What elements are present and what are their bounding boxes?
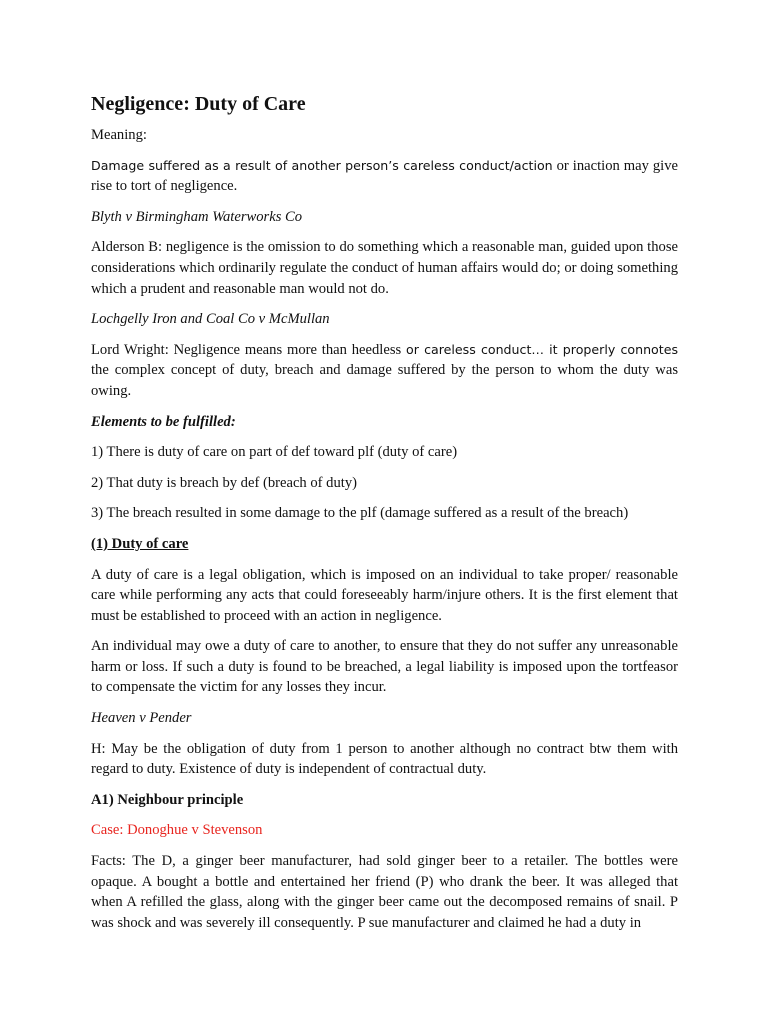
- element-item: 2) That duty is breach by def (breach of duty): [91, 474, 357, 491]
- meaning-label: Meaning:: [91, 127, 147, 143]
- case-text-lochgelly: [91, 340, 678, 402]
- lochgelly-text-b: or careless conduct… it properly connotes: [406, 341, 679, 357]
- facts-paragraph: Facts: The D, a ginger beer manufacturer, had sold ginger beer to a retailer. The bottles were opaque. A bought a bottle and entertained her friend (P) who drank the beer. It was alleged that when A refilled the glass, along with the ginger beer came out the decomposed remains of snail. P was shock and was severely ill consequently. P sue manufacturer and claimed he had a duty in: [91, 853, 678, 931]
- case-text-blyth: Alderson B: negligence is the omission to do something which a reasonable man, guided upon those considerations which ordinarily regulate the conduct of human affairs would do; or doing something which a prudent and reasonable man would not do.: [91, 239, 678, 297]
- document-page: [91, 91, 678, 943]
- subsection-heading-neighbour: A1) Neighbour principle: [91, 791, 244, 808]
- duty-of-care-paragraph-1: A duty of care is a legal obligation, which is imposed on an individual to take proper/ reasonable care while performing any acts that could foreseeably harm/injure others. It is the first element that must be established to proceed with an action in negligence.: [91, 566, 678, 624]
- elements-list: [91, 442, 678, 524]
- meaning-text-sans: Damage suffered as a result of another person’s careless conduct/action: [91, 157, 553, 173]
- case-label-donoghue: Case: Donoghue v Stevenson: [91, 822, 263, 839]
- case-name-blyth: Blyth v Birmingham Waterworks Co: [91, 208, 303, 225]
- section-heading-duty-of-care: (1) Duty of care: [91, 535, 189, 552]
- element-item: 3) The breach resulted in some damage to the plf (damage suffered as a result of the breach): [91, 505, 629, 522]
- element-item: 1) There is duty of care on part of def toward plf (duty of care): [91, 444, 458, 461]
- case-name-lochgelly: Lochgelly Iron and Coal Co v McMullan: [91, 311, 330, 328]
- elements-heading: Elements to be fulfilled:: [91, 413, 236, 430]
- lochgelly-text-a: Lord Wright: Negligence means more than heedless: [91, 341, 407, 358]
- meaning-paragraph: [91, 156, 678, 197]
- lochgelly-text-c: the complex concept of duty, breach and damage suffered by the person to whom the duty was owing.: [91, 362, 678, 399]
- meaning-text-serif: or inaction may give rise to tort of negligence.: [91, 157, 678, 195]
- case-name-heaven: Heaven v Pender: [91, 710, 192, 727]
- case-text-heaven: H: May be the obligation of duty from 1 person to another although no contract btw them with regard to duty. Existence of duty is independent of contractual duty.: [91, 740, 678, 778]
- document-title: Negligence: Duty of Care: [91, 93, 306, 115]
- duty-of-care-paragraph-2: An individual may owe a duty of care to another, to ensure that they do not suffer any unreasonable harm or loss. If such a duty is found to be breached, a legal liability is imposed upon the tortfeasor to compensate the victim for any losses they incur.: [91, 638, 678, 696]
